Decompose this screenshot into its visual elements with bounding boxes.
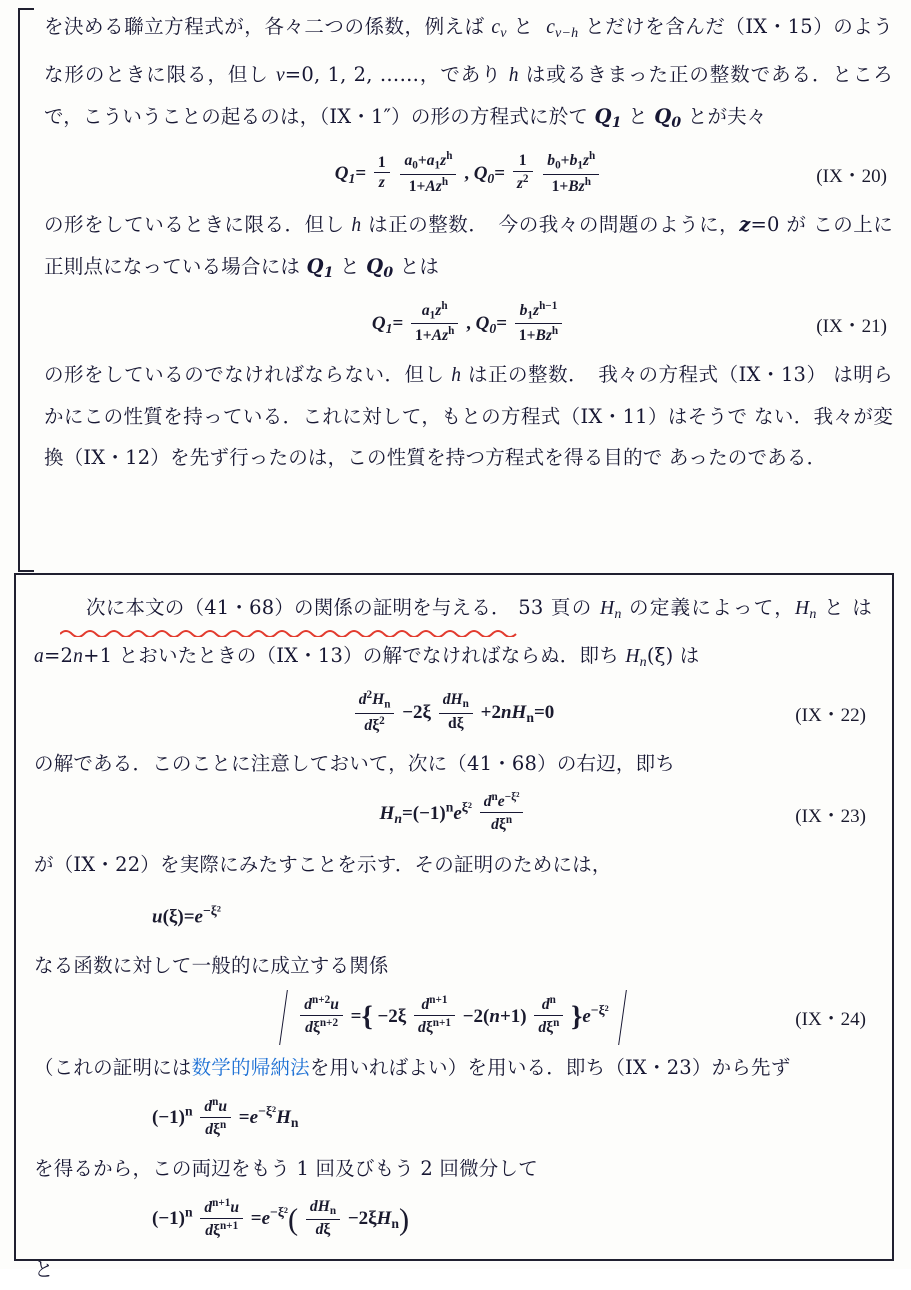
equation-ix-24-tag: (IX・24) [795,1008,866,1030]
equation-ix-20-tag: (IX・20) [816,166,887,188]
highlighted-term: 数学的帰納法 [191,1055,310,1079]
equation-26 [34,1197,872,1243]
equation-ix-21-tag: (IX・21) [816,316,887,338]
equation-ix-24-body: $\frac{d^{n+2}u}{d\xi^{n+2}}$ ={ −2ξ $\frac{d^{n+1}}{d\xi^{n+1}}$ −2(n+1) $\frac{d^n}{d\xi^n}$ }$e^{-\xi^2}$ [283,994,623,1041]
equation-ix-21 [44,302,893,348]
paragraph-bottom-5-post: を用いればよい）を用いる．即ち（IX・23）から先ず [309,1055,791,1079]
equation-ix-22-body: $\frac{d^2H_n}{d\xi^2}$ −2ξ $\frac{dH_n}{d\xi}$ $+2nH_n=0$ [352,691,555,736]
bottom-boxed-section [14,573,894,1281]
equation-ix-22-tag: (IX・22) [795,705,866,727]
paragraph-bottom-7: と [34,1257,54,1281]
paragraph-bottom-6: を得るから，この両辺をもう 1 回及びもう 2 回微分して [34,1156,538,1180]
paragraph-bottom-4: なる函数に対して一般的に成立する関係 [34,953,389,977]
equation-ix-23 [34,792,872,838]
paragraph-top-3: の形をしているのでなければならない．但し h は正の整数． 我々の方程式（IX・13） は明らかにこの性質を持っている．これに対して，もとの方程式（IX・11）はそうで ない．我々が変換（IX・12）を先ず行ったのは，この性質を持つ方程式を得る目的で あったのである． [44,362,894,469]
squiggle-underline-icon [60,628,520,637]
squiggle-underlined-phrase: 次に本文の（41・68）の関係の証明を与える． [60,587,511,628]
equation-ix-24 [34,994,872,1041]
equation-ix-20 [44,152,893,198]
paragraph-bottom-1: 次に本文の（41・68）の関係の証明を与える． 53 頁の $H_n$ の定義によって，$H_n$ と は a=2n+1 とおいたときの（IX・13）の解でなければならぬ．即ち $H_n(\xi)$ は [34,587,872,683]
equation-26-body: $(-1)^n$ $\frac{d^{n+1}u}{d\xi^{n+1}}$ $=e^{-\xi^2}$( $\frac{dH_n}{d\xi}$ $-2\xi H_n$) [152,1196,410,1239]
equation-u-definition-body: $u(\xi)=e^{-\xi^2}$ [152,903,221,928]
equation-ix-23-body: $H_n=(-1)^ne^{\xi^2}$ $\frac{d^ne^{-\xi^2}}{d\xi^n}$ [380,793,527,836]
equation-u-definition [34,893,872,939]
paragraph-top-2: の形をしているときに限る．但し h は正の整数． 今の我々の問題のように，z=0 が この上に正則点になっている場合には $Q_1$ と $Q_0$ とは [44,212,893,281]
paragraph-bottom-2: の解である．このことに注意しておいて，次に（41・68）の右辺，即ち [34,751,676,775]
paragraph-top-1: を決める聯立方程式が，各々二つの係数，例えば $c_\nu$ と $c_{\nu-h}$ とだけを含んだ（IX・15）のような形のときに限る，但し ν=0, 1, 2, ……，であり h は或るきまった正の整数である．ところで，こういうことの起るのは，（IX・1″）の形の方程式に於て $Q_1$ と $Q_0$ とが夫々 [44,15,894,131]
equation-25 [34,1096,872,1142]
equation-ix-21-body: $Q_1=$ $\frac{a_1z^h}{1+Az^h}$ , $Q_0=$ $\frac{b_1z^{h-1}}{1+Bz^h}$ [372,302,565,347]
equation-ix-22 [34,691,872,737]
equation-ix-23-tag: (IX・23) [795,806,866,828]
paragraph-bottom-5-pre: （これの証明には [34,1055,192,1079]
top-section [18,6,893,478]
left-bracket-marking [18,8,34,572]
paragraph-bottom-5 [34,1047,872,1088]
equation-ix-20-body: $Q_1=$ $\frac{1}{z}$ $\frac{a_0+a_1z^h}{1+Az^h}$ , $Q_0=$ $\frac{1}{z^2}$ $\frac{b_0+b_1z^h}{1+Bz^h}$ [335,152,603,197]
equation-25-body: $(-1)^n$ $\frac{d^nu}{d\xi^n}$ $=e^{-\xi^2}H_n$ [152,1095,299,1138]
paragraph-bottom-3: が（IX・22）を実際にみたすことを示す．その証明のためには， [34,852,612,876]
